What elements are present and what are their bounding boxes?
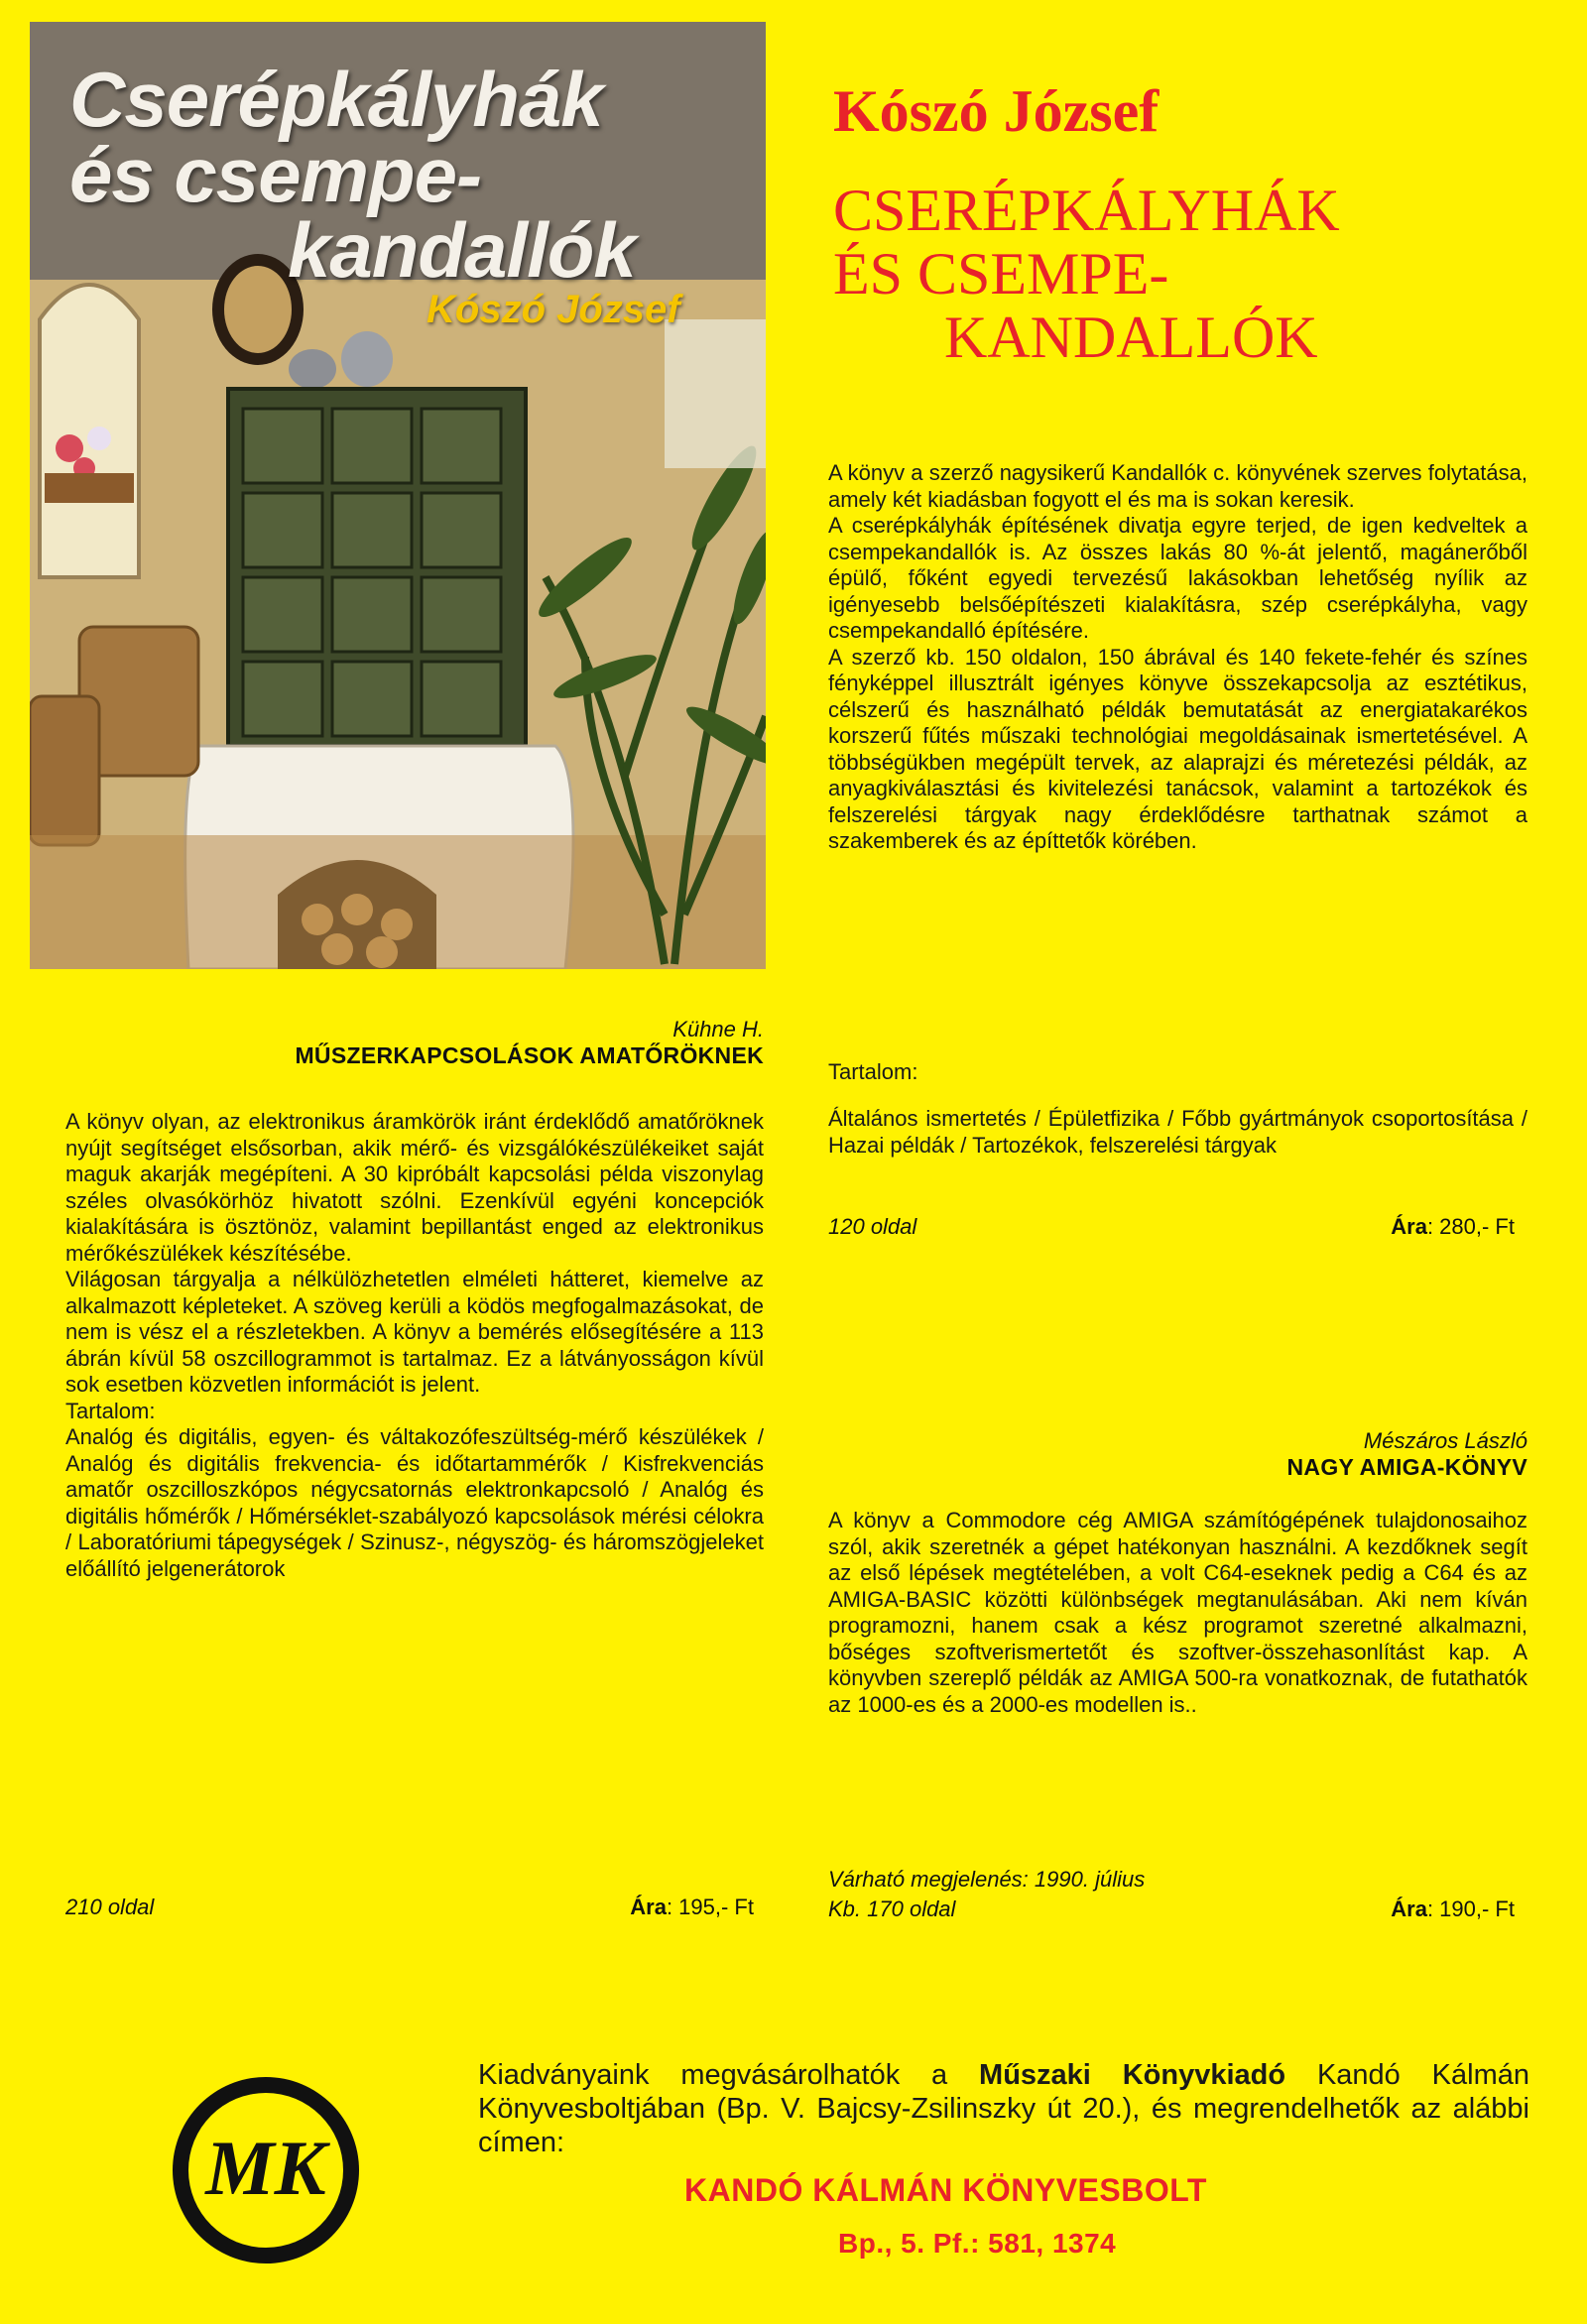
book-cover-image (30, 22, 766, 969)
book1-contents-label: Tartalom: (828, 1059, 918, 1084)
book1-title (833, 179, 1527, 369)
book3-author: Mészáros László (1363, 1428, 1527, 1453)
price-value: : 280,- Ft (1426, 1214, 1515, 1239)
book1-desc-paragraph: A cserépkályhák építésének divatja egyre terjed, de igen kedveltek a csempekandallók is. Az összes lakás 80 %-át jelentő, magánerőből épülő, főként egyedi tervezésű lakásokban lehetőség nyílik az igényesebb belsőépítészeti kialakításra, szép cserépkályha, vagy csempekandalló építésére. (828, 513, 1527, 643)
book1-desc-paragraph: A könyv a szerző nagysikerű Kandallók c. könyvének szerves folytatása, amely két kiadásban fogyott el és ma is sokan keresik. (828, 460, 1527, 512)
book2-description (65, 1109, 764, 1582)
logo-letters: MK (205, 2125, 326, 2211)
price-value: : 190,- Ft (1426, 1896, 1515, 1921)
cover-title-line2: és csempe- (69, 131, 481, 218)
book2-contents: Analóg és digitális, egyen- és váltakozófeszültség-mérő készülékek / Analóg és digitális frekvencia- és időtartammérők / Kisfrekvenciás amatőr oszcilloszkópos négycsatornás elektronkapcsoló / Analóg és digitális hőmérők / Hőmérséklet-szabályozó kapcsolások mérési célokra / Laboratóriumi tápegységek / Szinusz-, négyszög- és háromszögjeleket előállító jelgenerátorok (65, 1424, 764, 1581)
book3-description: A könyv a Commodore cég AMIGA számítógépének tulajdonosaihoz szól, akik szeretnék a gépet hatékonyan használni. A kezdőknek segít az első lépések megtételében, a volt C64-eseknek pedig a C64 és az AMIGA-BASIC közötti különbségek megtanulásában. Aki nem kíván programozni, hanem csak a kész programot szeretné alkalmazni, bőséges szoftverismertetőt és szoftver-összehasonlítást kap. A könyvben szereplő példák az AMIGA 500-ra vonatkoznak, de futathatók az 1000-es és a 2000-es modellen is.. (828, 1508, 1527, 1717)
book1-contents: Általános ismertetés / Épületfizika / Főbb gyártmányok csoportosítása / Hazai példák / Tartozékok, felszerelési tárgyak (828, 1106, 1527, 1158)
book1-title-line1: CSERÉPKÁLYHÁK (833, 178, 1340, 243)
book2-author: Kühne H. (672, 1017, 764, 1041)
book3-price (1391, 1896, 1515, 1922)
book2-desc-paragraph: Világosan tárgyalja a nélkülözhetetlen elméleti hátteret, kiemelve az alkalmazott képleteket. A szöveg kerüli a ködös megfogalmazásokat, de nem is vész el a részletekben. A könyv a bemérés elősegítésére a 113 ábrán kívül 58 oszcillogrammot is tartalmaz. Ez a látványosságon kívül sok esetben közvetlen információt is jelent. (65, 1267, 764, 1397)
book3-price-row (828, 1896, 1515, 1922)
price-value: : 195,- Ft (666, 1895, 754, 1919)
cover-title (69, 56, 744, 294)
footer-text-a: Kiadványaink megvásárolhatók a (478, 2059, 980, 2091)
price-label: Ára (1391, 1214, 1427, 1239)
publisher-logo-icon (169, 2073, 363, 2267)
footer-publisher: Műszaki Könyvkiadó (979, 2059, 1286, 2091)
cover-title-line1: Cserépkályhák (69, 56, 603, 143)
book2-heading (60, 1017, 764, 1069)
price-label: Ára (630, 1895, 667, 1919)
footer-info-text (478, 2058, 1529, 2159)
cover-author: Kószó József (427, 288, 680, 331)
book1-title-line2: ÉS CSEMPE- (833, 241, 1169, 306)
price-label: Ára (1391, 1896, 1427, 1921)
book3-pages: Kb. 170 oldal (828, 1896, 956, 1921)
book1-desc-paragraph: A szerző kb. 150 oldalon, 150 ábrával és 140 fekete-fehér és színes fényképpel illusztrált igényes könyve összekapcsolja az esztétikus, célszerű és használható példák bemutatását az energiatakarékos korszerű fűtés műszaki technológiai megoldásainak ismertetésével. A többségükben megépült tervek, az alaprajzi és méretezési példák, az anyagkiválasztási és kivitelezési tanácsok, valamint a tartozékok és felszerelési tárgyak nagy érdeklődésre tarthatnak számot a szakemberek és az építtetők körében. (828, 644, 1527, 853)
book2-desc-paragraph: A könyv olyan, az elektronikus áramkörök iránt érdeklődő amatőröknek nyújt segítséget elsősorban, akik mérő- és vizsgálókészülékeiket saját maguk akarják megépíteni. A 30 kipróbált kapcsolási példa viszonylag széles olvasókörhöz hivatott szólni. Ezenkívül egyéni koncepciók kialakítására is ösztönöz, valamint bepillantást enged az elektronikus mérőkészülékek készítésébe. (65, 1109, 764, 1266)
footer-text-b: Kandó Kálmán Könyvesboltjában (Bp. V. Bajcsy-Zsilinszky út 20.), és megrendelhetők az alábbi címen: (478, 2059, 1529, 2158)
cover-title-line3: kandallók (288, 206, 636, 294)
book2-price (630, 1895, 754, 1920)
book1-title-line3: KANDALLÓK (944, 305, 1318, 370)
book1-pages: 120 oldal (828, 1214, 917, 1239)
book3-release-date: Várható megjelenés: 1990. július (828, 1867, 1146, 1892)
book1-price (1391, 1214, 1515, 1240)
book1-author: Kószó József (833, 78, 1160, 144)
book2-pages: 210 oldal (65, 1895, 155, 1919)
book2-contents-label: Tartalom: (65, 1398, 156, 1423)
book2-title: MŰSZERKAPCSOLÁSOK AMATŐRÖKNEK (295, 1042, 764, 1068)
book1-description (828, 460, 1527, 855)
shop-address: Bp., 5. Pf.: 581, 1374 (838, 2228, 1117, 2259)
book3-heading (823, 1428, 1527, 1481)
book2-price-row (65, 1895, 754, 1920)
book1-price-row (828, 1214, 1515, 1240)
shop-name: KANDÓ KÁLMÁN KÖNYVESBOLT (684, 2172, 1207, 2208)
book3-title: NAGY AMIGA-KÖNYV (1286, 1454, 1527, 1480)
